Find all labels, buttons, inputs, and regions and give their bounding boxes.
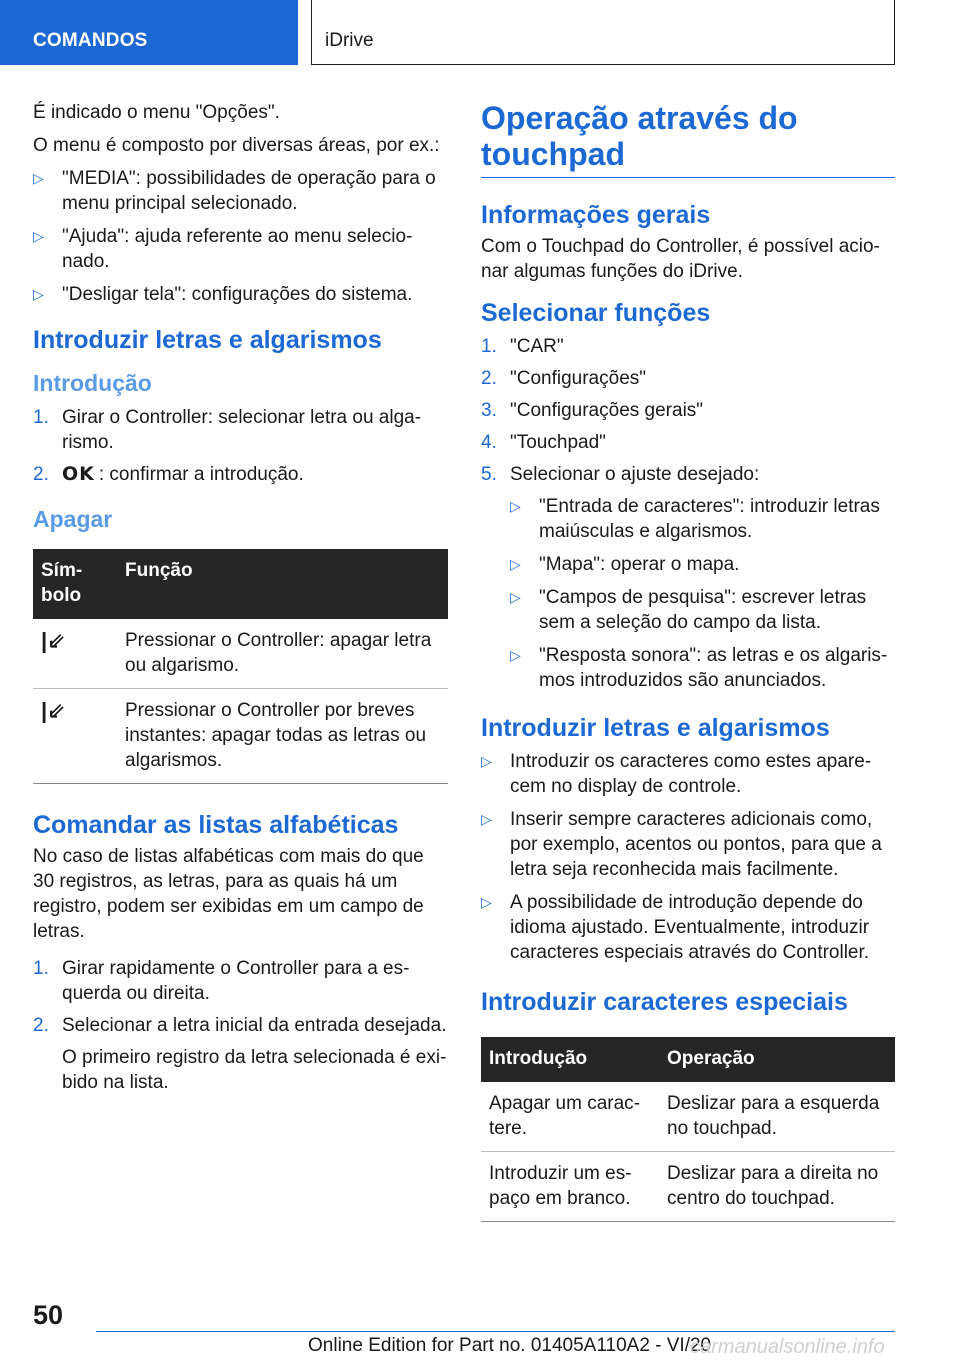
header-chapter-tab [311, 0, 895, 65]
list-item: ▷ Inserir sempre caracteres adicionais como, por exemplo, acentos ou pontos, para que a letra seja reconhecida mais facilmente. [481, 809, 882, 880]
page-number: 50 [33, 1300, 64, 1330]
heading-apagar: Apagar [33, 506, 113, 532]
intro-line-2: O menu é composto por diversas áreas, por ex.: [33, 135, 440, 156]
list-item: ▷ "MEDIA": possibilidades de operação para o menu principal selecionado. [33, 168, 436, 214]
list-item: ▷ "Resposta sonora": as letras e os algarismos introduzidos são anunciados. [510, 645, 888, 691]
list-item: ▷ "Campos de pesquisa": escrever letras sem a seleção do campo da lista. [510, 587, 867, 633]
list-item: 1. "CAR" [481, 336, 564, 357]
table-header-operacao: Operação [659, 1037, 895, 1082]
triangle-bullet-icon: ▷ [510, 647, 521, 663]
delete-symbol-table [33, 549, 448, 784]
heading-selecionar-funcoes: Selecionar funções [481, 299, 711, 327]
footer-divider [96, 1331, 895, 1332]
triangle-bullet-icon: ▷ [481, 811, 492, 827]
special-characters-table [481, 1037, 895, 1222]
list-item: 3. "Configurações gerais" [481, 400, 704, 421]
intro-line-1: É indicado o menu "Opções". [33, 102, 280, 123]
right-column [481, 100, 895, 1222]
list-item: ▷ "Desligar tela": configurações do sistema. [33, 284, 413, 305]
triangle-bullet-icon: ▷ [510, 589, 521, 605]
table-row: Introduzir um espaço em branco. Deslizar para a direita no centro do touchpad. [481, 1152, 895, 1222]
listas-paragraph: No caso de listas alfabéticas com mais do que 30 registros, as letras, para as quais há um registro, podem ser exibidas em um campo de letras. [33, 846, 424, 942]
list-item: 2. Selecionar a letra inicial da entrada desejada. [33, 1015, 447, 1036]
list-item: 4. "Touchpad" [481, 432, 606, 453]
main-heading-block [481, 100, 895, 178]
header-section-label: COMANDOS [33, 30, 148, 51]
list-item: 2. "Configurações" [481, 368, 647, 389]
triangle-bullet-icon: ▷ [510, 498, 521, 514]
heading-introduzir-letras-touchpad: Introduzir letras e algarismos [481, 714, 830, 742]
triangle-bullet-icon: ▷ [33, 170, 44, 186]
list-item: ▷ A possibilidade de introdução depende do idioma ajustado. Eventualmente, introduzir caracteres especiais através do Controller. [481, 892, 870, 963]
heading-informacoes-gerais: Informações gerais [481, 201, 711, 229]
heading-introducao: Introdução [33, 370, 152, 396]
triangle-bullet-icon: ▷ [33, 228, 44, 244]
header-section-tab [0, 0, 298, 65]
left-column [33, 100, 448, 1103]
backspace-icon: |⇙ [41, 698, 66, 723]
header-chapter-label: iDrive [325, 30, 374, 51]
table-header-symbol: Símbolo [33, 549, 117, 619]
table-header-introducao: Introdução [481, 1037, 659, 1082]
info-paragraph: Com o Touchpad do Controller, é possível acionar algumas funções do iDrive. [481, 236, 880, 282]
table-row: |⇙ Pressionar o Controller: apagar letra ou algarismo. [33, 619, 448, 689]
list-item: 1. Girar rapidamente o Controller para a esquerda ou direita. [33, 958, 410, 1004]
triangle-bullet-icon: ▷ [33, 286, 44, 302]
page-title: Operação através do touchpad [481, 100, 798, 172]
backspace-icon: |⇙ [41, 628, 66, 653]
list-item: 5. Selecionar o ajuste desejado: [481, 464, 760, 485]
footer-edition: Online Edition for Part no. 01405A110A2 - VI/20 [308, 1335, 712, 1356]
list-item: ▷ "Mapa": operar o mapa. [510, 554, 740, 575]
list-item: ▷ Introduzir os caracteres como estes aparecem no display de controle. [481, 751, 872, 797]
heading-caracteres-especiais: Introduzir caracteres especiais [481, 988, 848, 1016]
table-header-function: Função [117, 549, 448, 619]
list-item: ▷ "Ajuda": ajuda referente ao menu selecionado. [33, 226, 413, 272]
heading-listas-alfabeticas: Comandar as listas alfabéticas [33, 811, 399, 839]
watermark: carmanualsonline.info [690, 1336, 885, 1358]
list-item: 2. OK : confirmar a introdução. [33, 463, 304, 485]
listas-note: O primeiro registro da letra selecionada é exibido na lista. [62, 1047, 447, 1093]
table-row: |⇙ Pressionar o Controller por breves instantes: apagar todas as letras ou algarismos. [33, 689, 448, 784]
table-row: Apagar um caractere. Deslizar para a esquerda no touchpad. [481, 1082, 895, 1152]
triangle-bullet-icon: ▷ [481, 894, 492, 910]
triangle-bullet-icon: ▷ [510, 556, 521, 572]
heading-introduzir-letras: Introduzir letras e algarismos [33, 326, 382, 354]
list-item: ▷ "Entrada de caracteres": introduzir letras maiúsculas e algarismos. [510, 496, 880, 542]
triangle-bullet-icon: ▷ [481, 753, 492, 769]
ok-icon: OK [62, 463, 95, 485]
list-item: 1. Girar o Controller: selecionar letra ou algarismo. [33, 407, 422, 453]
